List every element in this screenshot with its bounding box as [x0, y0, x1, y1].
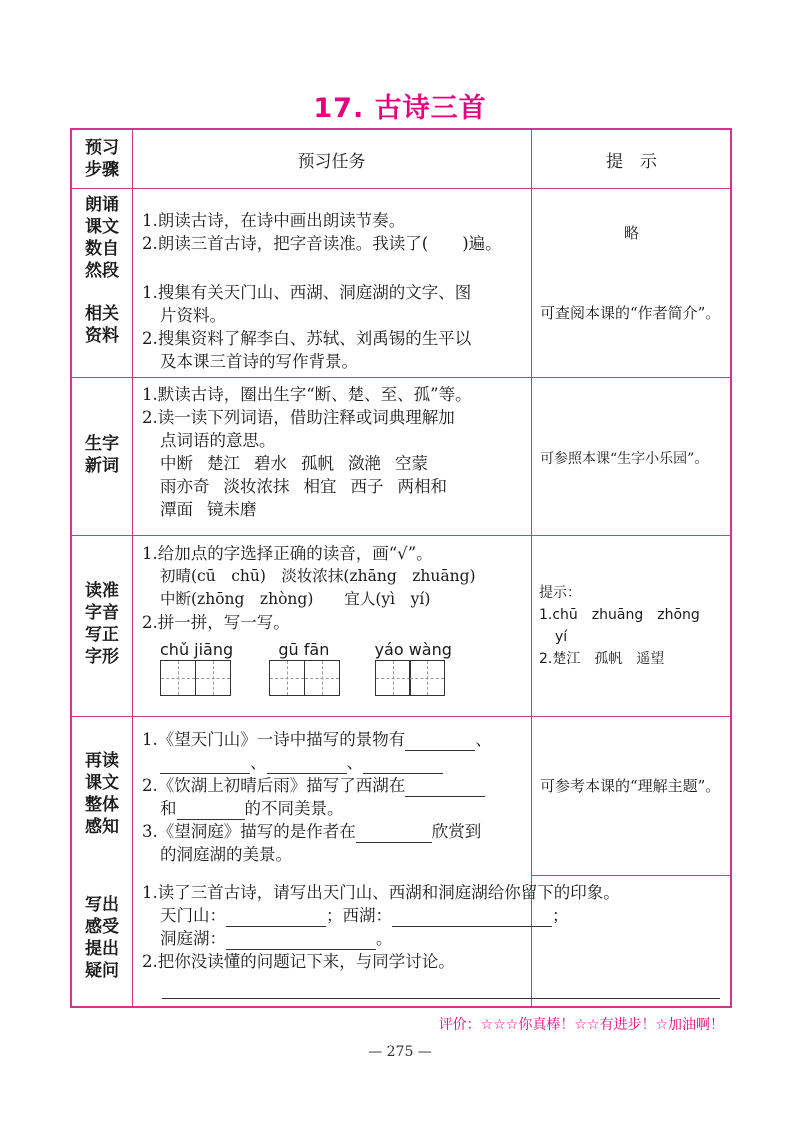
word-item: 潭面 [160, 500, 193, 519]
task-line: 1.搜集有关天门山、西湖、洞庭湖的文字、图 [142, 283, 472, 302]
answer-blank[interactable] [160, 755, 250, 774]
task-line: 点词语的意思。 [160, 431, 276, 450]
answer-blank[interactable] [177, 801, 245, 820]
page-title: 17. 古诗三首 [313, 93, 487, 124]
task-line: 1.读了三首古诗，请写出天门山、西湖和洞庭湖给你留下的印象。 [142, 883, 620, 902]
pronunciation-choice[interactable]: 中断(zhōng zhòng) 宜人(yì yí) [160, 590, 431, 608]
word-item: 镜未磨 [207, 500, 257, 519]
hint-line: yí [555, 629, 568, 645]
task-line: 3.《望洞庭》描写的是作者在 欣赏到 [142, 822, 482, 841]
hint-title: 提示： [539, 585, 581, 601]
task-line: 2.拼一拼，写一写。 [142, 613, 290, 632]
row-divider [72, 716, 730, 717]
writing-grid[interactable] [269, 660, 338, 696]
hint-line: 2.楚江 孤帆 遥望 [539, 651, 665, 667]
answer-blank[interactable] [363, 755, 443, 774]
task-questions [142, 881, 727, 973]
pinyin-group [269, 638, 338, 696]
answer-blank[interactable] [405, 732, 475, 751]
row-divider [72, 188, 730, 189]
row-divider [532, 875, 730, 876]
word-item: 空蒙 [395, 454, 428, 473]
column-divider [132, 130, 133, 1006]
task-line: 1.《望天门山》一诗中描写的景物有 、 [142, 730, 492, 749]
task-materials [142, 281, 527, 373]
step-materials: 相关 资料 [85, 304, 119, 346]
step-pronunciation: 读准 字音 写正 字形 [85, 581, 119, 667]
answer-blank[interactable] [267, 755, 347, 774]
task-line: 1.默读古诗，圈出生字“断、楚、至、孤”等。 [142, 385, 472, 404]
word-item: 孤帆 [301, 454, 334, 473]
task-overall [142, 728, 527, 866]
task-new-words [142, 383, 527, 521]
page-number: — 275 — [368, 1044, 432, 1060]
preview-table [70, 128, 732, 1008]
task-line: 、 、 [142, 751, 527, 774]
task-line: 1.给加点的字选择正确的读音，画“√”。 [142, 544, 433, 563]
task-line: 2.搜集资料了解李白、苏轼、刘禹锡的生平以 [142, 329, 472, 348]
answer-blank[interactable] [392, 908, 552, 927]
task-line: 的洞庭湖的美景。 [160, 845, 292, 864]
task-line: 及本课三首诗的写作背景。 [160, 352, 358, 371]
row-divider [72, 377, 730, 378]
answer-blank[interactable] [405, 778, 485, 797]
word-list [142, 498, 527, 521]
word-list [142, 452, 527, 475]
hint-materials: 可查阅本课的“作者简介”。 [540, 304, 721, 322]
word-item: 相宜 [303, 477, 337, 496]
step-overall: 再读 课文 整体 感知 [85, 751, 119, 837]
header-hint: 提 示 [606, 151, 657, 172]
task-line: 1.朗读古诗，在诗中画出朗读节奏。 [142, 211, 406, 230]
task-line: 洞庭湖： 。 [160, 929, 393, 948]
step-new-words: 生字 新词 [85, 434, 119, 476]
row-divider [72, 535, 730, 536]
evaluation-line: 评价：☆☆☆你真棒！☆☆有进步！☆加油啊！ [438, 1017, 724, 1033]
header-task: 预习任务 [297, 151, 366, 172]
hint-read-aloud: 略 [623, 224, 639, 242]
word-item: 西子 [350, 477, 384, 496]
task-line: 2.《饮湖上初晴后雨》描写了西湖在 [142, 774, 527, 797]
step-read-aloud: 朗诵 课文 数自 然段 [85, 195, 119, 281]
step-questions: 写出 感受 提出 疑问 [85, 895, 119, 981]
task-line: 和 的不同美景。 [160, 799, 344, 818]
word-item: 中断 [160, 454, 193, 473]
writing-grid[interactable] [160, 660, 233, 696]
hint-overall: 可参考本课的“理解主题”。 [540, 777, 721, 795]
task-line: 片资料。 [160, 306, 226, 325]
word-item: 楚江 [207, 454, 240, 473]
hint-new-words: 可参照本课“生字小乐园”。 [540, 451, 709, 467]
task-line: 2.把你没读懂的问题记下来，与同学讨论。 [142, 952, 455, 971]
pinyin-label: chǔ jiāng [160, 640, 234, 659]
pinyin-label: gū fān [278, 640, 330, 659]
task-pronunciation [142, 542, 527, 696]
writing-grids [142, 638, 527, 696]
question-writing-line[interactable] [162, 998, 720, 999]
hint-pronunciation [539, 582, 731, 670]
word-item: 碧水 [254, 454, 287, 473]
word-list [142, 475, 527, 498]
word-item: 雨亦奇 [160, 477, 210, 496]
pinyin-group [375, 638, 452, 696]
task-line: 2.读一读下列词语，借助注释或词典理解加 [142, 408, 455, 427]
pinyin-label: yáo wàng [374, 640, 452, 659]
word-item: 潋滟 [348, 454, 381, 473]
pinyin-group [160, 638, 233, 696]
task-read-aloud [142, 209, 527, 255]
header-step: 预习 步骤 [85, 138, 119, 180]
word-item: 淡妆浓抹 [223, 477, 290, 496]
task-line: 天门山： ；西湖： ； [160, 906, 569, 925]
hint-line: 1.chū zhuāng zhōng [539, 607, 700, 623]
answer-blank[interactable] [226, 931, 376, 950]
word-item: 两相和 [397, 477, 447, 496]
answer-blank[interactable] [356, 824, 432, 843]
task-line: 2.朗读三首古诗，把字音读准。我读了( )遍。 [142, 234, 502, 253]
answer-blank[interactable] [226, 908, 326, 927]
pronunciation-choice[interactable]: 初晴(cū chū) 淡妆浓抹(zhāng zhuāng) [160, 567, 476, 585]
writing-grid[interactable] [375, 660, 452, 696]
